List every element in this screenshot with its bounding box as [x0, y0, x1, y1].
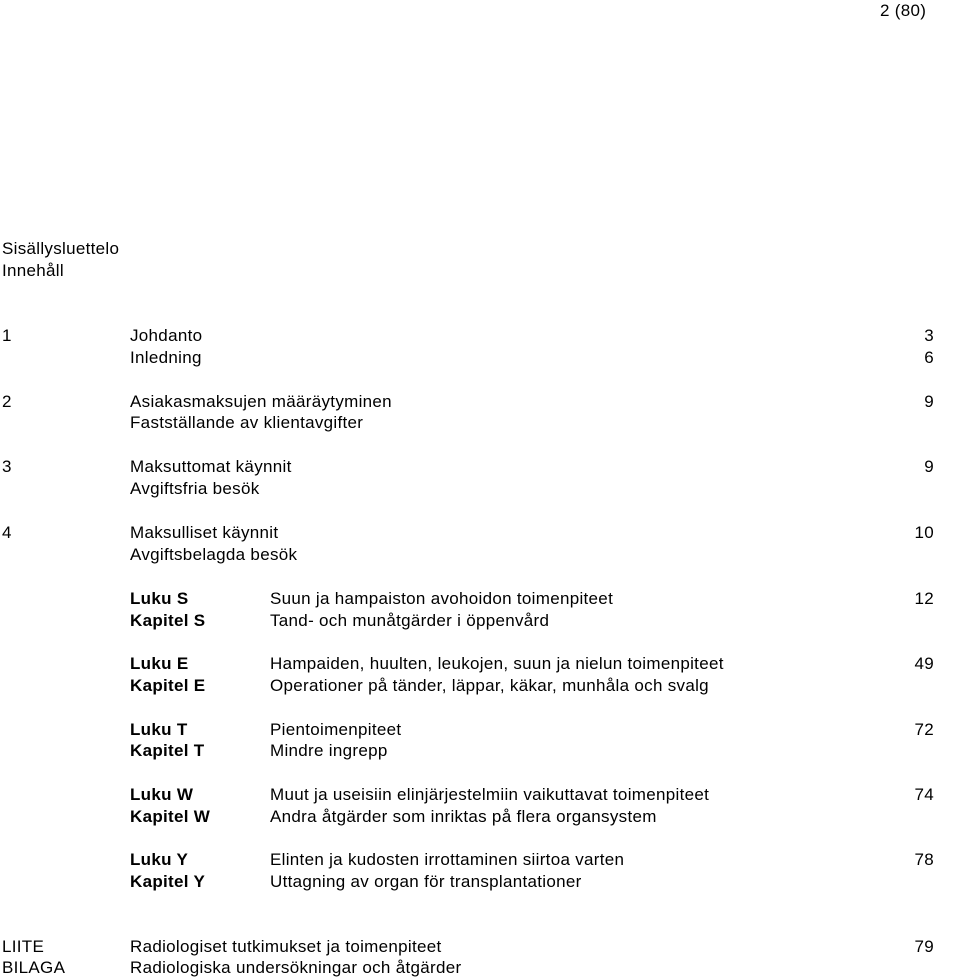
chapter-label-sv: Kapitel Y: [130, 872, 206, 891]
section-title-sv: Inledning: [130, 348, 202, 367]
chapter-title-fi: Elinten ja kudosten irrottaminen siirtoa varten: [270, 850, 625, 869]
appendix-label-sv: BILAGA: [2, 958, 66, 977]
chapter-page: 12: [914, 589, 934, 608]
chapter-title-sv: Uttagning av organ för transplantationer: [270, 872, 582, 891]
appendix-title-fi: Radiologiset tutkimukset ja toimenpiteet: [130, 937, 442, 956]
chapter-page: 78: [914, 850, 934, 869]
chapter-title-sv: Andra åtgärder som inriktas på flera organsystem: [270, 807, 657, 826]
section-title-fi: Maksuttomat käynnit: [130, 457, 292, 476]
chapter-label-sv: Kapitel W: [130, 807, 211, 826]
section-page-fi: 9: [924, 457, 934, 476]
chapter-page: 49: [914, 654, 934, 673]
chapter-label-sv: Kapitel E: [130, 676, 206, 695]
section-title-sv: Avgiftsfria besök: [130, 479, 260, 498]
page-number: 2 (80): [880, 1, 927, 20]
appendix-page: 79: [914, 937, 934, 956]
chapter-label-sv: Kapitel T: [130, 741, 205, 760]
section-title-fi: Johdanto: [130, 326, 203, 345]
section-number: 2: [2, 392, 12, 411]
chapter-title-sv: Operationer på tänder, läppar, käkar, munhåla och svalg: [270, 676, 709, 695]
section-number: 4: [2, 523, 12, 542]
section-title-fi: Maksulliset käynnit: [130, 523, 279, 542]
toc-title-sv: Innehåll: [2, 261, 64, 280]
chapter-label-sv: Kapitel S: [130, 611, 206, 630]
section-title-sv: Fastställande av klientavgifter: [130, 413, 364, 432]
section-number: 1: [2, 326, 12, 345]
chapter-label-fi: Luku T: [130, 720, 188, 739]
appendix-label-fi: LIITE: [2, 937, 45, 956]
chapter-title-fi: Muut ja useisiin elinjärjestelmiin vaikuttavat toimenpiteet: [270, 785, 710, 804]
chapter-page: 74: [914, 785, 934, 804]
section-title-sv: Avgiftsbelagda besök: [130, 545, 298, 564]
section-number: 3: [2, 457, 12, 476]
chapter-label-fi: Luku E: [130, 654, 189, 673]
section-page-fi: 9: [924, 392, 934, 411]
chapter-label-fi: Luku S: [130, 589, 189, 608]
chapter-title-fi: Suun ja hampaiston avohoidon toimenpiteet: [270, 589, 614, 608]
section-title-fi: Asiakasmaksujen määräytyminen: [130, 392, 392, 411]
toc-title-fi: Sisällysluettelo: [2, 239, 120, 258]
chapter-title-sv: Mindre ingrepp: [270, 741, 388, 760]
section-page-sv: 6: [924, 348, 934, 367]
chapter-label-fi: Luku Y: [130, 850, 189, 869]
section-page-fi: 10: [914, 523, 934, 542]
appendix-title-sv: Radiologiska undersökningar och åtgärder: [130, 958, 462, 977]
chapter-label-fi: Luku W: [130, 785, 194, 804]
chapter-title-fi: Hampaiden, huulten, leukojen, suun ja nielun toimenpiteet: [270, 654, 724, 673]
section-page-fi: 3: [924, 326, 934, 345]
chapter-title-fi: Pientoimenpiteet: [270, 720, 402, 739]
chapter-title-sv: Tand- och munåtgärder i öppenvård: [270, 611, 550, 630]
chapter-page: 72: [914, 720, 934, 739]
